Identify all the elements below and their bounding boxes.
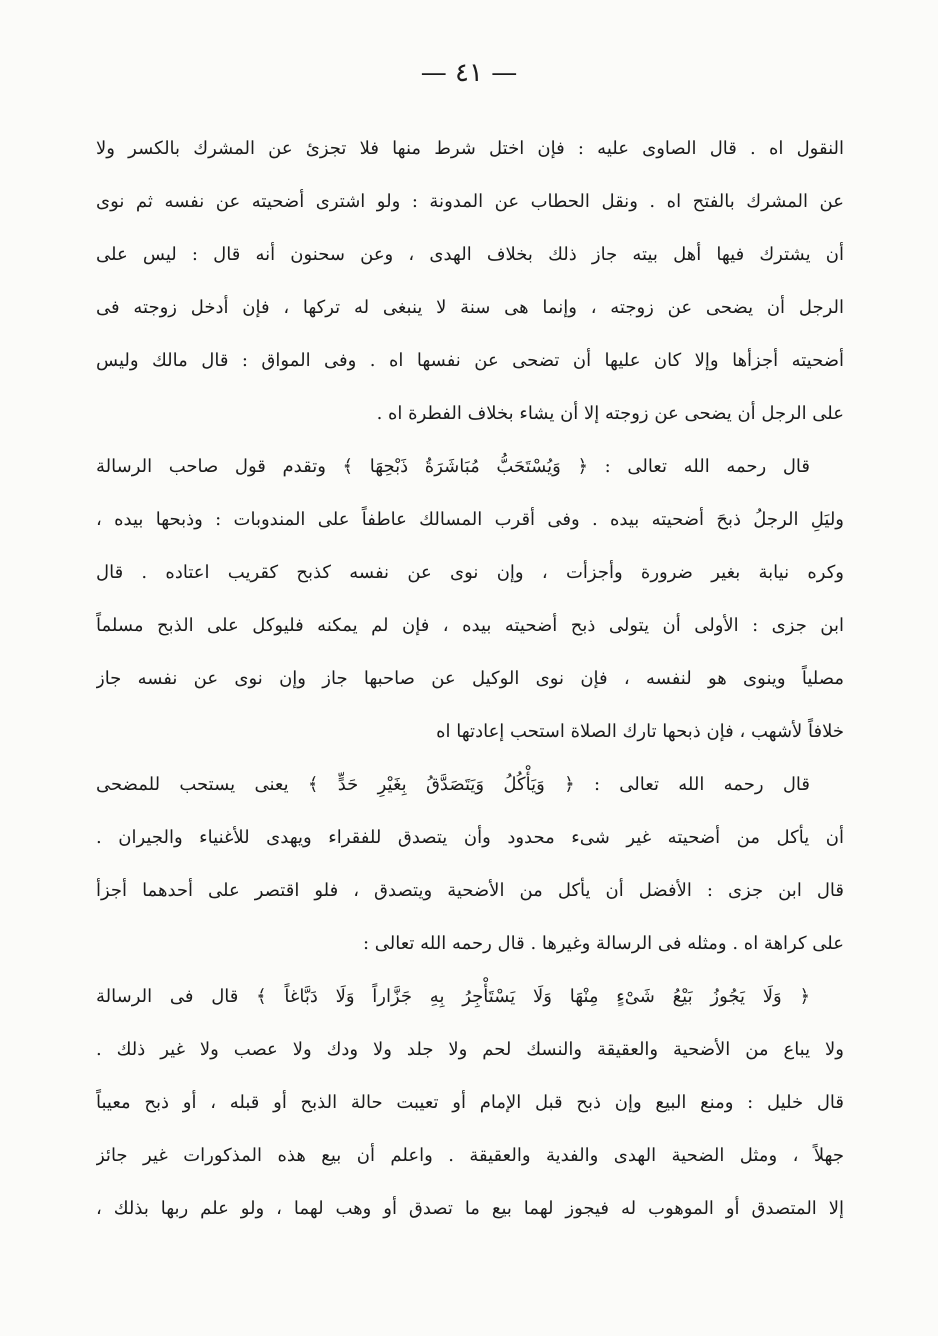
text-line: قال ابن جزى : الأفضل أن يأكل من الأضحية ويتصدق ، فلو اقتصر على أحدهما أجزأ xyxy=(96,880,844,901)
text-line: جهلاً ، ومثل الضحية الهدى والفدية والعقيقة . واعلم أن بيع هذه المذكورات غير جائز xyxy=(96,1145,844,1166)
text-line: وليَلِ الرجلُ ذبحَ أضحيته بيده . وفى أقرب المسالك عاطفاً على المندوبات : وذبحها بيده ، xyxy=(96,509,844,530)
text-line: قال خليل : ومنع البيع وإن ذبح قبل الإمام أو تعيبت حالة الذبح أو قبله ، أو ذبح معيباً xyxy=(96,1092,844,1113)
text-line: على الرجل أن يضحى عن زوجته إلا أن يشاء بخلاف الفطرة اه . xyxy=(376,403,844,424)
text-body xyxy=(96,122,844,1235)
text-line: أن يشترك فيها أهل بيته جاز ذلك بخلاف الهدى ، وعن سحنون أنه قال : ليس على xyxy=(96,244,844,265)
text-line: ﴿ وَلَا يَجُوزُ بَيْعُ شَىْءٍ مِنْهَا وَلَا يَسْتَأْجِرُ بِهِ جَزَّاراً وَلَا دَبَّاغاً ﴾ قال فى الرسالة xyxy=(96,986,810,1007)
text-line: أضحيته أجزأها وإلا كان عليها أن تضحى عن نفسها اه . وفى المواق : قال مالك وليس xyxy=(96,350,844,371)
text-line: إلا المتصدق أو الموهوب له فيجوز لهما بيع ما تصدق أو وهب لهما ، ولو علم ربها بذلك ، xyxy=(96,1198,844,1219)
text-line: قال رحمه الله تعالى : ﴿ وَيُسْتَحَبُّ مُبَاشَرَةُ ذَبْحِهَا ﴾ وتقدم قول صاحب الرسالة xyxy=(96,456,810,477)
text-line: الرجل أن يضحى عن زوجته ، وإنما هى سنة لا ينبغى له تركها ، فإن أدخل زوجته فى xyxy=(96,297,844,318)
text-line: مصلياً وينوى هو لنفسه ، فإن نوى الوكيل عن صاحبها جاز وإن نوى عن نفسه جاز xyxy=(96,668,844,689)
text-line: أن يأكل من أضحيته غير شىء محدود وأن يتصدق للفقراء ويهدى للأغنياء والجيران . xyxy=(96,827,844,848)
text-line: ولا يباع من الأضحية والعقيقة والنسك لحم ولا جلد ولا ودك ولا عصب ولا غير ذلك . xyxy=(96,1039,844,1060)
text-line: على كراهة اه . ومثله فى الرسالة وغيرها . قال رحمه الله تعالى : xyxy=(362,933,844,954)
text-line: قال رحمه الله تعالى : ﴿ وَيَأْكُلُ وَيَتَصَدَّقُ بِغَيْرِ حَدٍّ ﴾ يعنى يستحب للمضحى xyxy=(96,774,810,795)
text-line: النقول اه . قال الصاوى عليه : فإن اختل شرط منها فلا تجزئ عن المشرك بالكسر ولا xyxy=(96,138,844,159)
text-line: خلافاً لأشهب ، فإن ذبحها تارك الصلاة استحب إعادتها اه xyxy=(436,721,844,742)
text-line: وكره نيابة بغير ضرورة وأجزأت ، وإن نوى عن نفسه كذبح كقريب اعتاده . قال xyxy=(96,562,844,583)
text-line: عن المشرك بالفتح اه . ونقل الحطاب عن المدونة : ولو اشترى أضحيته عن نفسه ثم نوى xyxy=(96,191,844,212)
page-number: — ٤١ — xyxy=(420,58,518,88)
text-line: ابن جزى : الأولى أن يتولى ذبح أضحيته بيده ، فإن لم يمكنه فليوكل على الذبح مسلماً xyxy=(96,615,844,636)
